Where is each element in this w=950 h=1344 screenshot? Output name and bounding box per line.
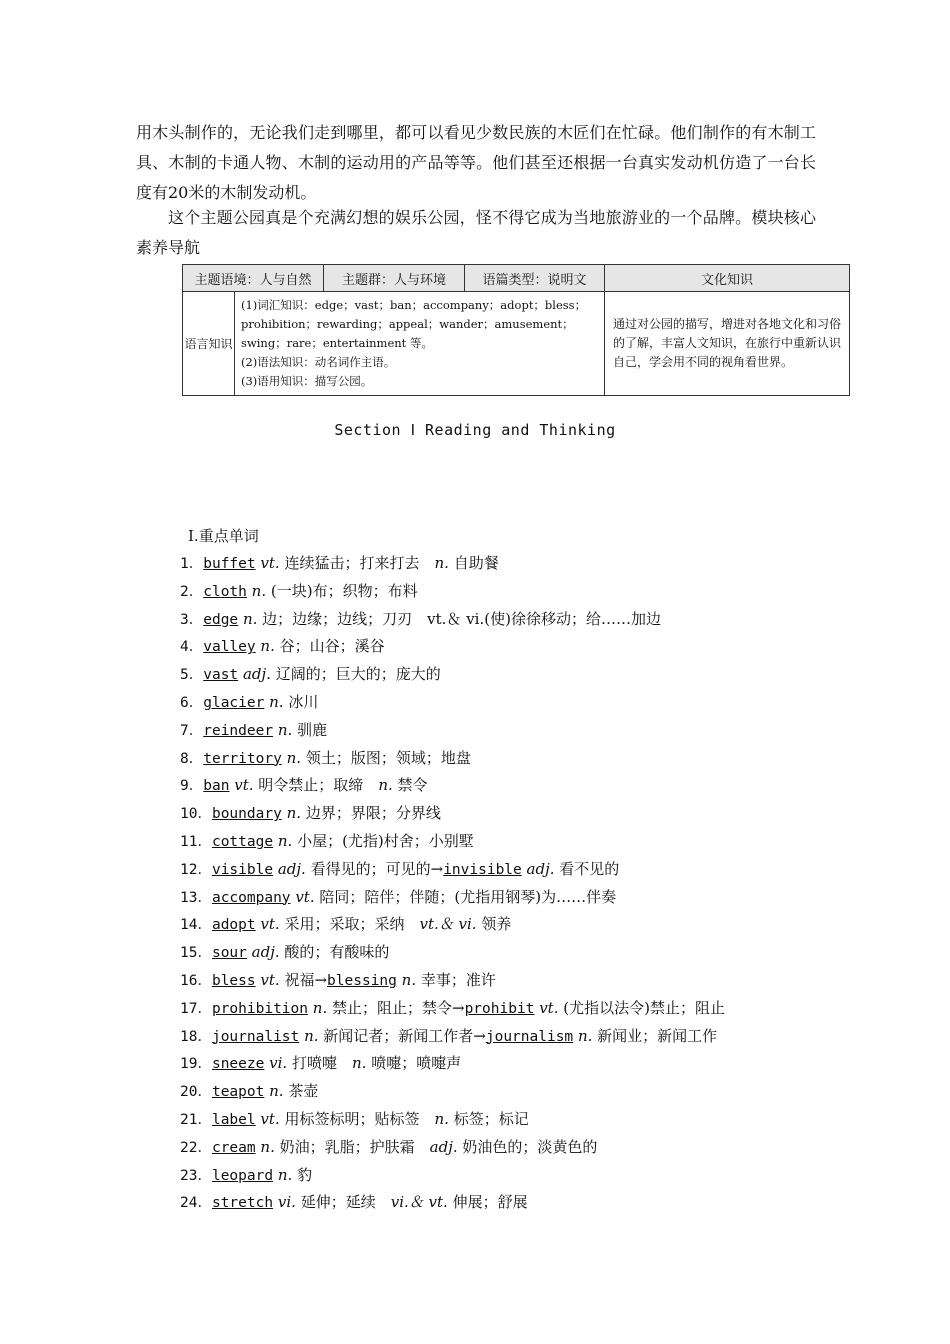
list-item xyxy=(180,1078,725,1106)
part-of-speech: n. xyxy=(277,831,293,850)
part-of-speech: vi. xyxy=(269,1054,288,1073)
vocab-meaning-2: 自助餐 xyxy=(453,554,499,572)
vocab-word: boundary xyxy=(211,806,282,823)
vocab-meaning: 茶壶 xyxy=(288,1082,319,1101)
vocab-word: buffet xyxy=(203,556,256,572)
part-of-speech: n. xyxy=(304,1026,319,1045)
vocab-number: 16． xyxy=(180,972,212,989)
vocab-meaning: 驯鹿 xyxy=(297,720,328,739)
part-of-speech-2: n. xyxy=(401,970,417,989)
vocab-word: ban xyxy=(203,778,230,795)
vocab-word: vast xyxy=(203,667,239,684)
vocab-word: leopard xyxy=(211,1167,274,1184)
list-item xyxy=(180,1134,725,1162)
vocab-word: prohibition xyxy=(211,1000,308,1017)
vocab-meaning-2: 禁令 xyxy=(397,776,428,795)
vocab-word: cloth xyxy=(203,583,247,600)
part-of-speech: vt. xyxy=(260,554,280,572)
part-of-speech: n. xyxy=(312,998,328,1017)
vocab-number: 23． xyxy=(180,1167,212,1184)
vocab-word: cottage xyxy=(211,833,274,850)
vocab-meaning: 谷；山谷；溪谷 xyxy=(279,637,385,656)
vocab-number: 17． xyxy=(180,1000,212,1017)
vocab-heading: Ⅰ.重点单词 xyxy=(188,527,259,545)
vocab-meaning: 辽阔的；巨大的；庞大的 xyxy=(275,665,441,684)
vocab-word: label xyxy=(211,1111,256,1128)
vocab-meaning: 采用；采取；采纳 xyxy=(284,915,405,934)
vocab-meaning-2: 领养 xyxy=(481,915,512,934)
vocab-meaning: 明令禁止；取缔 xyxy=(258,776,364,795)
list-item xyxy=(180,661,725,689)
vocab-meaning: 打喷嚏 xyxy=(291,1054,337,1073)
vocab-meaning-2: 新闻业；新闻工作 xyxy=(597,1026,718,1045)
part-of-speech-2: n. xyxy=(378,776,393,795)
vocab-meaning: 冰川 xyxy=(288,692,319,711)
vocab-meaning-2: 伸展；舒展 xyxy=(452,1193,528,1212)
list-item xyxy=(180,689,725,717)
vocab-meaning: 祝福→ xyxy=(284,970,328,989)
header-culture: 文化知识 xyxy=(605,265,850,292)
vocab-meaning: 用标签标明；贴标签 xyxy=(284,1109,420,1128)
vocab-number: 22． xyxy=(180,1139,212,1156)
part-of-speech: vt. xyxy=(260,970,280,989)
vocab-number: 15． xyxy=(180,945,212,962)
vocab-word: sneeze xyxy=(211,1056,265,1073)
vocab-meaning: 豹 xyxy=(297,1165,313,1184)
part-of-speech-2: vt. xyxy=(539,998,559,1017)
vocab-number: 10． xyxy=(180,806,212,823)
list-item xyxy=(180,578,725,606)
culture-knowledge-text: 通过对公园的描写，增进对各地文化和习俗的了解，丰富人文知识，在旅行中重新认识自己，学会用不同的视角看世界。 xyxy=(605,292,850,396)
part-of-speech: n. xyxy=(277,1165,293,1184)
vocab-word: stretch xyxy=(211,1195,274,1212)
list-item xyxy=(180,772,725,800)
vocab-word: glacier xyxy=(203,694,265,711)
list-item xyxy=(180,828,725,856)
vocab-word: teapot xyxy=(211,1084,265,1101)
section-title: Section Ⅰ Reading and Thinking xyxy=(334,421,616,439)
part-of-speech: n. xyxy=(251,581,267,600)
derived-word: blessing xyxy=(327,972,397,989)
knowledge-item-vocab: (1)词汇知识：edge；vast；ban；accompany；adopt；bless；prohibition；rewarding；appeal；wander；amusement；swing；rare；entertainment 等。 xyxy=(241,298,587,350)
vocab-number: 1． xyxy=(180,556,204,572)
list-item xyxy=(180,1050,725,1078)
list-item xyxy=(180,1023,725,1051)
vocab-number: 18． xyxy=(180,1028,212,1045)
part-of-speech: vt. xyxy=(234,776,254,795)
part-of-speech: n. xyxy=(260,637,275,656)
vocab-word: edge xyxy=(203,611,239,628)
part-of-speech: vi. xyxy=(277,1193,296,1212)
derived-word: invisible xyxy=(443,861,522,878)
derived-word: prohibit xyxy=(464,1000,535,1017)
vocab-number: 12． xyxy=(180,861,212,878)
list-item xyxy=(180,745,725,773)
core-literacy-table xyxy=(182,264,850,396)
language-knowledge-label: 语言知识 xyxy=(183,292,235,396)
part-of-speech: vt. xyxy=(260,915,280,934)
part-of-speech: n. xyxy=(242,609,258,628)
vocab-number: 6． xyxy=(180,694,204,711)
vocab-number: 5． xyxy=(180,667,204,684)
part-of-speech-2: vi.＆ vt. xyxy=(390,1193,448,1212)
part-of-speech: n. xyxy=(286,804,302,823)
vocab-meaning: 奶油；乳脂；护肤霜 xyxy=(279,1137,415,1156)
part-of-speech: n. xyxy=(286,748,302,767)
vocab-meaning-2: 标签；标记 xyxy=(453,1109,529,1128)
vocab-number: 14． xyxy=(180,917,212,934)
list-item xyxy=(180,550,725,578)
vocab-number: 19． xyxy=(180,1056,212,1073)
vocab-number: 11． xyxy=(180,833,212,850)
list-item xyxy=(180,606,725,634)
part-of-speech: vt. xyxy=(295,887,315,906)
list-item xyxy=(180,1189,725,1217)
vocab-number: 13． xyxy=(180,889,212,906)
vocab-meaning: 小屋；(尤指)村舍；小别墅 xyxy=(297,831,474,850)
part-of-speech-2: n. xyxy=(434,1109,449,1128)
vocab-number: 4． xyxy=(180,639,204,656)
vocab-meaning: 酸的；有酸味的 xyxy=(284,943,390,962)
list-item xyxy=(180,1162,725,1190)
knowledge-item-pragmatics: (3)语用知识：描写公园。 xyxy=(241,374,373,388)
vocab-meaning: 边；边缘；边线；刀刃 vt.＆ vi.(使)徐徐移动；给……加边 xyxy=(262,609,661,628)
list-item xyxy=(180,1106,725,1134)
vocab-word: reindeer xyxy=(203,722,274,739)
list-item xyxy=(180,995,725,1023)
vocab-word: bless xyxy=(211,972,256,989)
part-of-speech: adj. xyxy=(251,943,280,962)
vocab-meaning: 领土；版图；领域；地盘 xyxy=(305,748,471,767)
vocab-meaning: 边界；界限；分界线 xyxy=(305,804,441,823)
intro-paragraph-2: 这个主题公园真是个充满幻想的娱乐公园，怪不得它成为当地旅游业的一个品牌。模块核心素养导航 xyxy=(136,208,816,257)
vocab-meaning: 连续猛击；打来打去 xyxy=(284,554,420,572)
vocab-meaning-2: 奶油色的；淡黄色的 xyxy=(462,1137,598,1156)
list-item xyxy=(180,633,725,661)
vocab-meaning: 看得见的；可见的→ xyxy=(310,859,444,878)
list-item xyxy=(180,939,725,967)
list-item xyxy=(180,800,725,828)
part-of-speech: adj. xyxy=(242,665,271,684)
vocab-word: cream xyxy=(211,1139,256,1156)
part-of-speech: n. xyxy=(269,1082,284,1101)
list-item xyxy=(180,856,725,884)
vocab-number: 21． xyxy=(180,1111,212,1128)
part-of-speech-2: n. xyxy=(434,554,449,572)
vocab-meaning-2: (尤指以法令)禁止；阻止 xyxy=(563,998,725,1017)
part-of-speech-2: adj. xyxy=(526,859,555,878)
vocab-word: valley xyxy=(203,639,256,656)
vocab-word: adopt xyxy=(211,917,256,934)
part-of-speech: vt. xyxy=(260,1109,280,1128)
vocab-word: territory xyxy=(203,750,282,767)
header-theme-context: 主题语境：人与自然 xyxy=(183,265,324,292)
vocab-meaning: 新闻记者；新闻工作者→ xyxy=(323,1026,486,1045)
vocab-list xyxy=(180,550,725,1217)
vocab-meaning: 陪同；陪伴；伴随；(尤指用钢琴)为……伴奏 xyxy=(319,887,617,906)
vocab-number: 2． xyxy=(180,583,204,600)
intro-paragraph-1: 用木头制作的，无论我们走到哪里，都可以看见少数民族的木匠们在忙碌。他们制作的有木制工具、木制的卡通人物、木制的运动用的产品等等。他们甚至还根据一台真实发动机仿造了一台长度有20米的木制发动机。 xyxy=(136,123,816,202)
vocab-meaning: (一块)布；织物；布料 xyxy=(270,581,418,600)
vocab-meaning-2: 喷嚏；喷嚏声 xyxy=(371,1054,462,1073)
part-of-speech-2: vt.＆ vi. xyxy=(419,915,477,934)
header-text-type: 语篇类型：说明文 xyxy=(465,265,605,292)
part-of-speech-2: n. xyxy=(577,1026,593,1045)
part-of-speech: n. xyxy=(269,692,284,711)
vocab-number: 24． xyxy=(180,1195,212,1212)
part-of-speech: n. xyxy=(277,720,293,739)
language-knowledge-items xyxy=(235,292,605,396)
vocab-number: 3． xyxy=(180,611,204,628)
vocab-word: sour xyxy=(211,945,247,962)
part-of-speech: adj. xyxy=(277,859,306,878)
vocab-number: 7． xyxy=(180,722,204,739)
knowledge-item-grammar: (2)语法知识：动名词作主语。 xyxy=(241,355,396,369)
vocab-word: journalist xyxy=(211,1028,300,1045)
list-item xyxy=(180,717,725,745)
vocab-number: 9． xyxy=(180,778,204,795)
vocab-meaning-2: 幸事；准许 xyxy=(420,970,496,989)
table-body-row xyxy=(183,292,850,396)
part-of-speech-2: n. xyxy=(352,1054,367,1073)
vocab-number: 20． xyxy=(180,1084,212,1101)
table-header-row xyxy=(183,265,850,292)
list-item xyxy=(180,967,725,995)
derived-word: journalism xyxy=(485,1028,574,1045)
list-item xyxy=(180,911,725,939)
vocab-number: 8． xyxy=(180,750,204,767)
vocab-meaning: 延伸；延续 xyxy=(300,1193,376,1212)
vocab-word: accompany xyxy=(211,889,291,906)
part-of-speech: n. xyxy=(260,1137,275,1156)
vocab-meaning: 禁止；阻止；禁令→ xyxy=(332,998,465,1017)
header-theme-group: 主题群：人与环境 xyxy=(324,265,465,292)
vocab-meaning-2: 看不见的 xyxy=(559,859,620,878)
list-item xyxy=(180,884,725,912)
vocab-word: visible xyxy=(211,861,274,878)
part-of-speech-2: adj. xyxy=(429,1137,458,1156)
